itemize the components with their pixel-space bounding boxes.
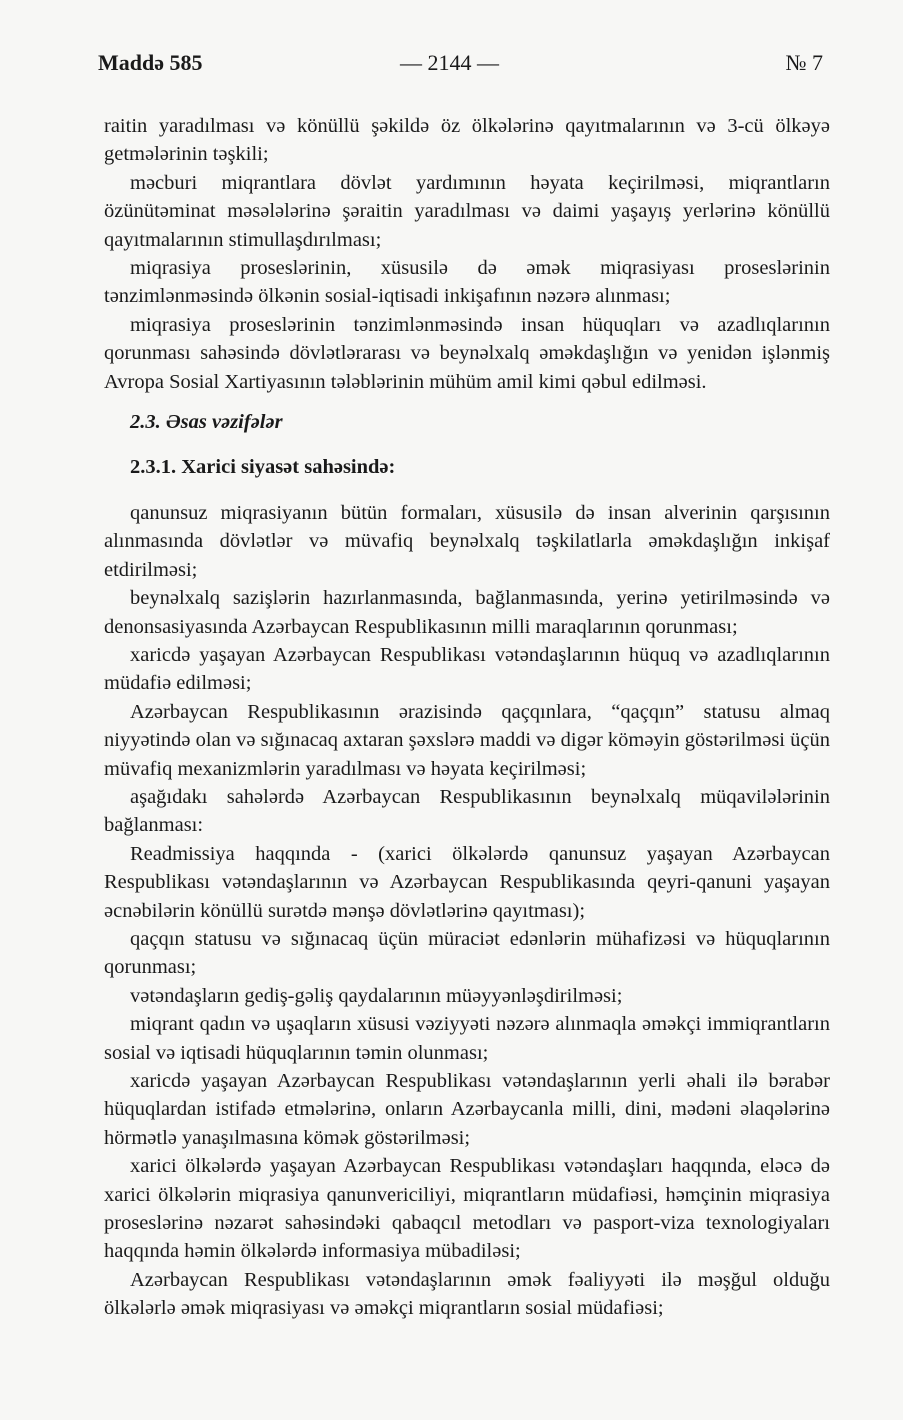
paragraph: qanunsuz miqrasiyanın bütün formaları, xüsusilə də insan alverinin qarşısının alınmasında dövlətlər və müvafiq beynəlxalq təşkilatlarla əməkdaşlığın inkişaf etdirilməsi; xyxy=(104,501,830,581)
paragraph: qaçqın statusu və sığınacaq üçün müraciət edənlərin mühafizəsi və hüquqlarının qorunması; xyxy=(104,927,830,979)
document-body xyxy=(104,112,830,1323)
subsection-heading: 2.3.1. Xarici siyasət sahəsində: xyxy=(130,456,396,479)
section-heading: 2.3. Əsas vəzifələr xyxy=(130,411,283,434)
article-number: Maddə 585 xyxy=(98,50,203,75)
paragraph: Azərbaycan Respublikasının ərazisində qaçqınlara, “qaçqın” statusu almaq niyyətində olan və sığınacaq axtaran şəxslərə maddi və digər köməyin göstərilməsi üçün müvafiq mexanizmlərin yaradılması və həyata keçirilməsi; xyxy=(104,700,830,780)
paragraph: aşağıdakı sahələrdə Azərbaycan Respublikasının beynəlxalq müqavilələrinin bağlanması: xyxy=(104,785,830,837)
paragraph: xaricdə yaşayan Azərbaycan Respublikası vətəndaşlarının yerli əhali ilə bərabər hüquqlardan istifadə etmələrinə, onların Azərbaycanla milli, dini, mədəni əlaqələrinə hörmətlə yanaşılmasına kömək göstərilməsi; xyxy=(104,1070,830,1149)
paragraph: raitin yaradılması və könüllü şəkildə öz ölkələrinə qayıtmalarının və 3-cü ölkəyə getmələrinin təşkili; xyxy=(104,115,830,166)
paragraph: vətəndaşların gediş-gəliş qaydalarının müəyyənləşdirilməsi; xyxy=(130,984,623,1007)
issue-number: № 7 xyxy=(785,50,823,75)
page-header xyxy=(98,50,823,86)
page-number: — 2144 — xyxy=(400,50,499,75)
paragraph: Readmissiya haqqında - (xarici ölkələrdə qanunsuz yaşayan Azərbaycan Respublikası vətəndaşlarının və Azərbaycan Respublikasında qeyri-qanuni yaşayan əcnəbilərin könüllü surətdə mənşə dövlətlərinə qayıtması); xyxy=(104,842,830,922)
paragraph: miqrasiya proseslərinin tənzimlənməsində insan hüquqları və azadlıqlarının qorunması sahəsində dövlətlərarası və beynəlxalq əməkdaşlığın və yenidən işlənmiş Avropa Sosial Xartiyasının tələblərinin mühüm amil kimi qəbul edilməsi. xyxy=(104,313,830,393)
paragraph: Azərbaycan Respublikası vətəndaşlarının əmək fəaliyyəti ilə məşğul olduğu ölkələrlə əmək miqrasiyası və əməkçi miqrantların sosial müdafiəsi; xyxy=(104,1268,830,1320)
paragraph: xarici ölkələrdə yaşayan Azərbaycan Respublikası vətəndaşları haqqında, eləcə də xarici ölkələrin miqrasiya qanunvericiliyi, miqrantların müdafiəsi, həmçinin miqrasiya proseslərinə nəzarət sahəsindəki qabaqcıl metodları və pasport-viza texnologiyaları haqqında həmin ölkələrdə informasiya mübadiləsi; xyxy=(104,1155,830,1263)
paragraph: miqrasiya proseslərinin, xüsusilə də əmək miqrasiyası proseslərinin tənzimlənməsində ölkənin sosial-iqtisadi inkişafının nəzərə alınması; xyxy=(104,257,830,308)
paragraph: xaricdə yaşayan Azərbaycan Respublikası vətəndaşlarının hüquq və azadlıqlarının müdafiə edilməsi; xyxy=(104,643,830,695)
paragraph: miqrant qadın və uşaqların xüsusi vəziyyəti nəzərə alınmaqla əməkçi immiqrantların sosial və iqtisadi hüquqlarının təmin olunması; xyxy=(104,1013,830,1064)
paragraph: beynəlxalq sazişlərin hazırlanmasında, bağlanmasında, yerinə yetirilməsində və denonsasiyasında Azərbaycan Respublikasının milli maraqlarının qorunması; xyxy=(104,587,830,638)
paragraph: məcburi miqrantlara dövlət yardımının həyata keçirilməsi, miqrantların özünütəminat məsələlərinə şəraitin yaradılması və daimi yaşayış yerlərinə könüllü qayıtmalarının stimullaşdırılması; xyxy=(104,171,830,251)
